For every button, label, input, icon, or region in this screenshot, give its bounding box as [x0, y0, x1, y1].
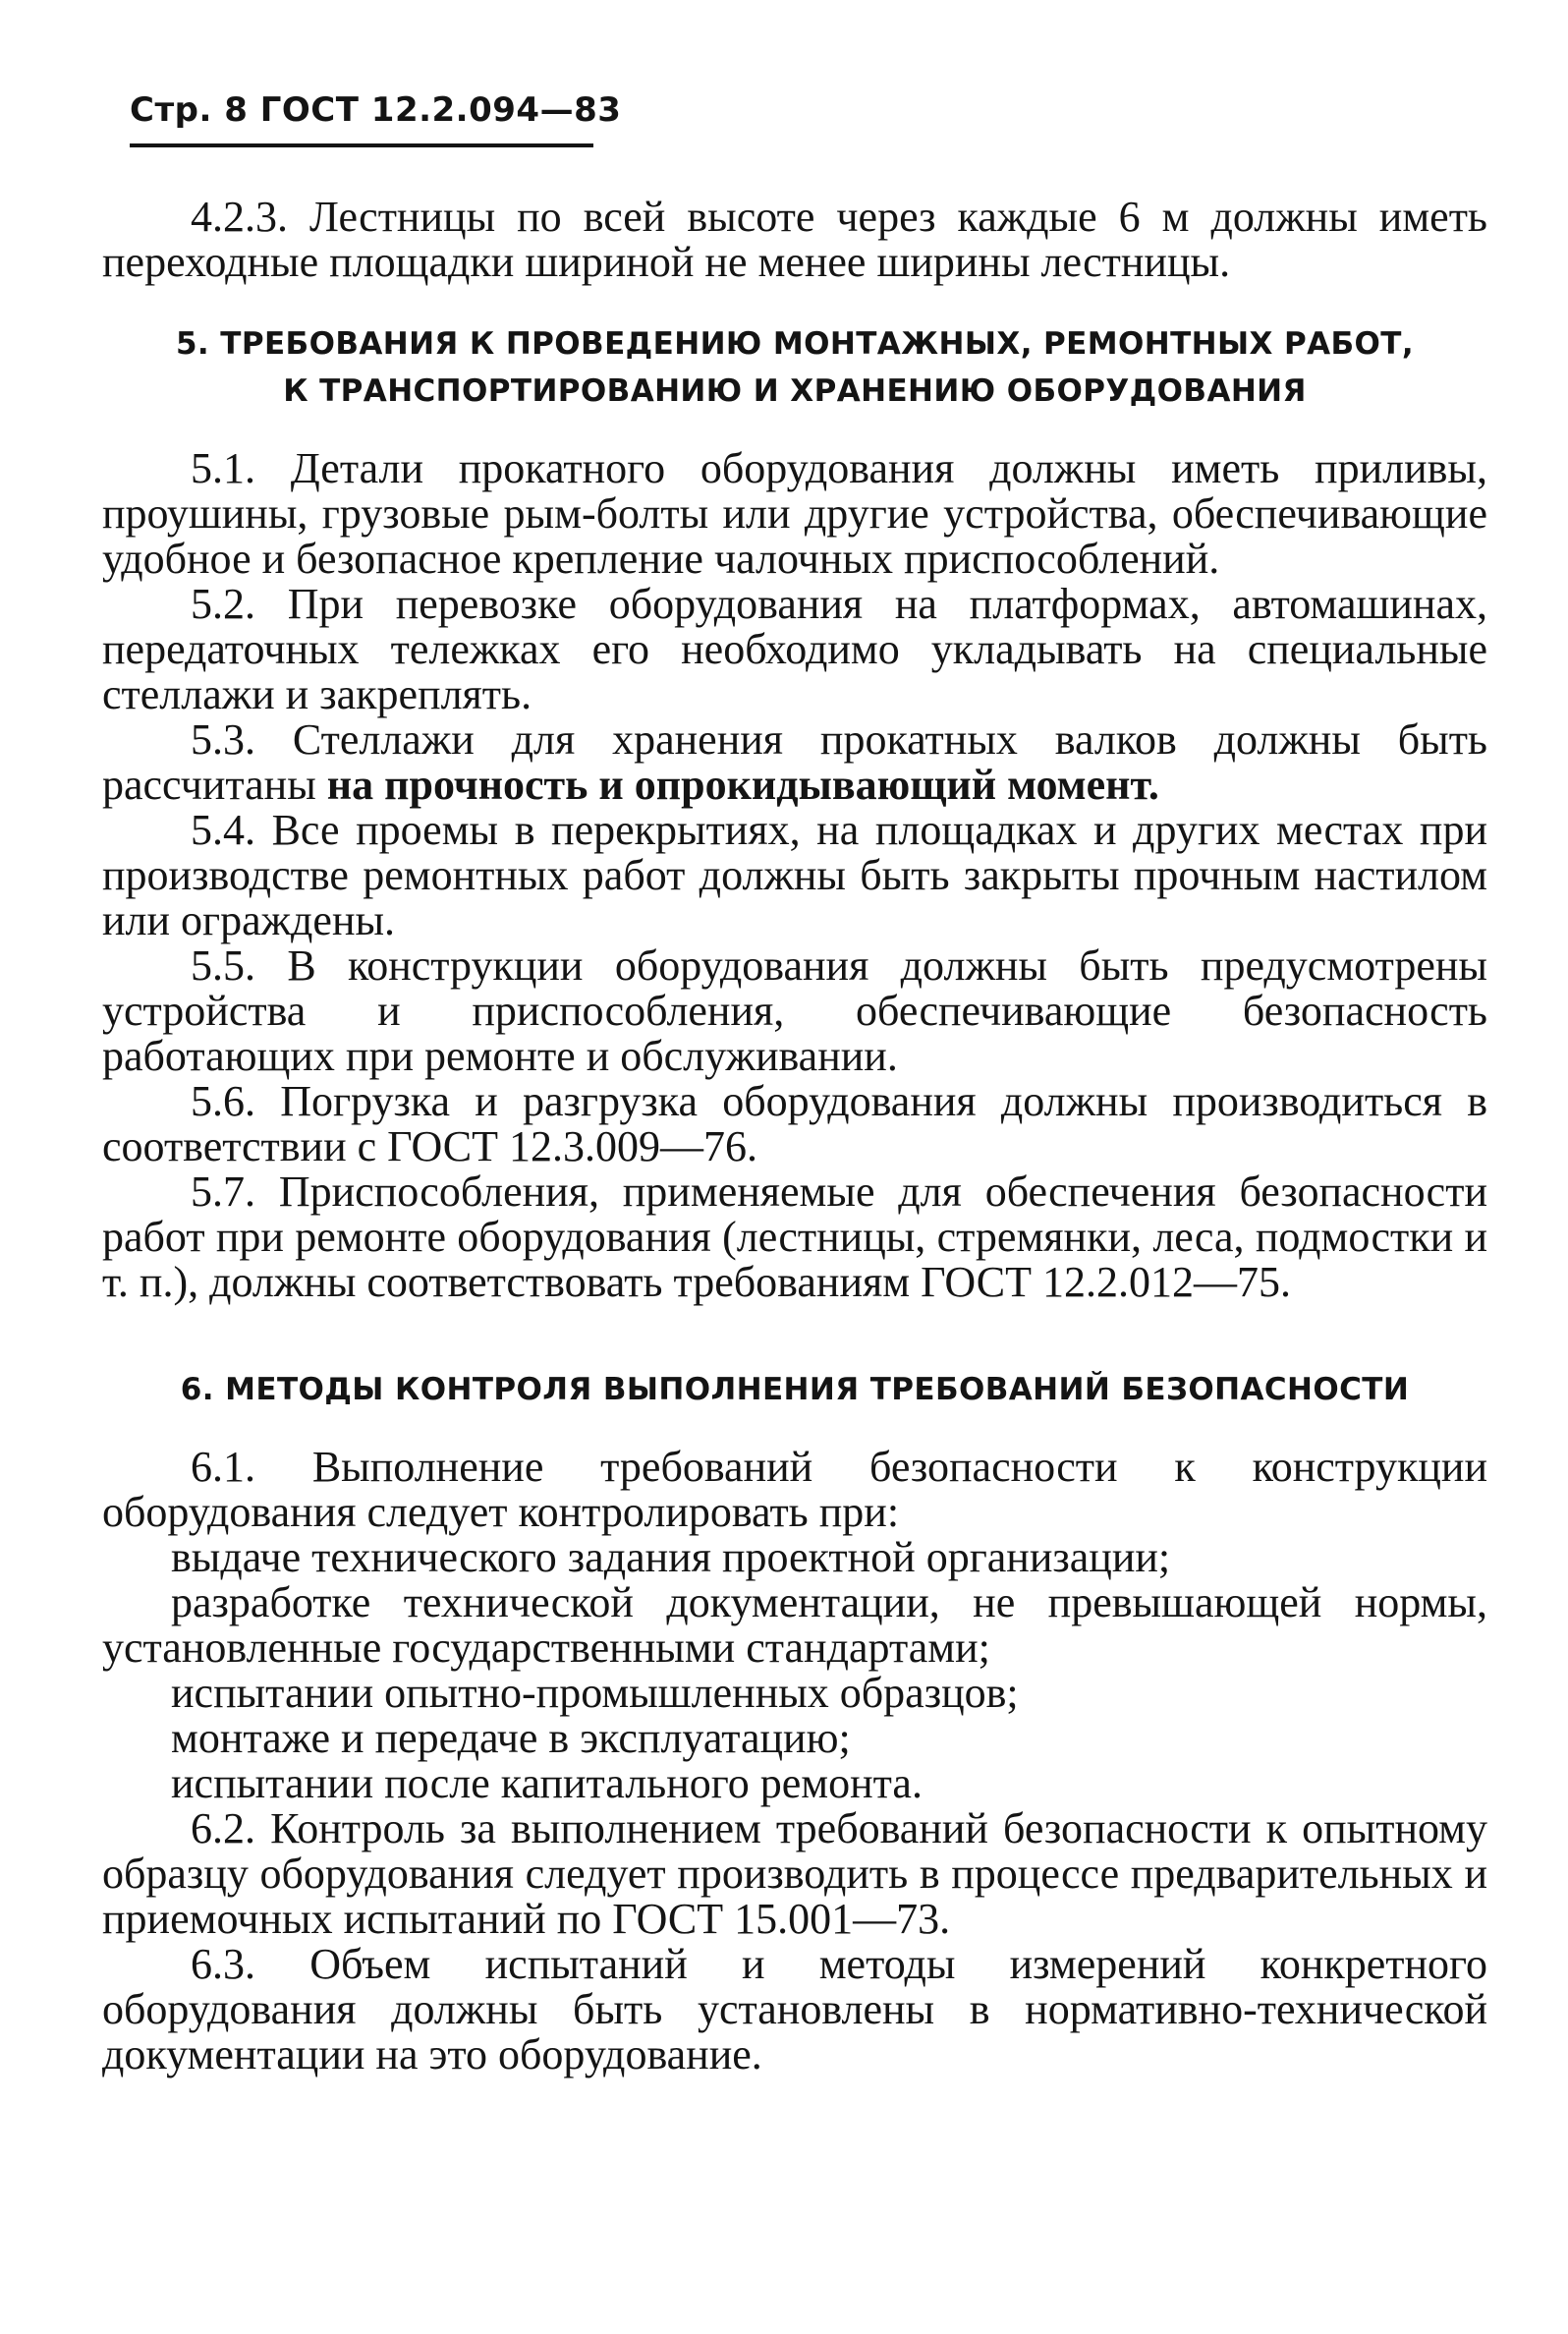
section-6-heading: 6. МЕТОДЫ КОНТРОЛЯ ВЫПОЛНЕНИЯ ТРЕБОВАНИЙ БЕЗОПАСНОСТИ [180, 1372, 1410, 1407]
clause-5-3 [102, 717, 1487, 808]
section-5-heading-line-1: 5. ТРЕБОВАНИЯ К ПРОВЕДЕНИЮ МОНТАЖНЫХ, РЕМОНТНЫХ РАБОТ, [175, 326, 1415, 362]
section-5-heading-line-2: К ТРАНСПОРТИРОВАНИЮ И ХРАНЕНИЮ ОБОРУДОВАНИЯ [283, 373, 1307, 409]
document-page [102, 0, 1487, 2334]
clause-5-4: 5.4. Все проемы в перекрытиях, на площадках и других местах при производстве ремонтных работ должны быть закрыты прочным настилом или ограждены. [102, 806, 1487, 944]
clause-5-3-text: 5.3. Стеллажи для хранения прокатных валков должны быть рассчитаны [102, 715, 1487, 809]
running-head: Стр. 8 ГОСТ 12.2.094—83 [130, 90, 622, 130]
clause-5-3-bold-text: на прочность и опрокидывающий момент. [326, 761, 1159, 809]
clause-6-2: 6.2. Контроль за выполнением требований безопасности к опытному образцу оборудования следует производить в процессе предварительных и приемочных испытаний по ГОСТ 15.001—73. [102, 1804, 1487, 1943]
section-5-heading [102, 320, 1487, 415]
clause-6-1-item: разработке технической документации, не превышающей нормы, установленные государственными стандартами; [102, 1578, 1487, 1672]
clause-4-2-3: 4.2.3. Лестницы по всей высоте через каждые 6 м должны иметь переходные площадки шириной не менее ширины лестницы. [102, 193, 1487, 286]
clause-5-5: 5.5. В конструкции оборудования должны быть предусмотрены устройства и приспособления, обеспечивающие безопасность работающих при ремонте и обслуживании. [102, 941, 1487, 1080]
document-body [102, 195, 1487, 2078]
clause-6-1-item: выдаче технического задания проектной организации; [171, 1533, 1171, 1581]
header-rule [130, 143, 593, 147]
clause-5-2: 5.2. При перевозке оборудования на платформах, автомашинах, передаточных тележках его необходимо укладывать на специальные стеллажи и закреплять. [102, 580, 1487, 718]
clause-5-6: 5.6. Погрузка и разгрузка оборудования должны производиться в соответствии с ГОСТ 12.3.009—76. [102, 1077, 1487, 1170]
clause-6-1-item: испытании после капитального ремонта. [171, 1759, 923, 1807]
clause-6-1-item: монтаже и передаче в эксплуатацию; [171, 1714, 851, 1762]
clause-5-7: 5.7. Приспособления, применяемые для обеспечения безопасности работ при ремонте оборудования (лестницы, стремянки, леса, подмостки и т. п.), должны соответствовать требованиям ГОСТ 12.2.012—75. [102, 1167, 1487, 1306]
clause-6-1: 6.1. Выполнение требований безопасности к конструкции оборудования следует контролировать при: [102, 1443, 1487, 1536]
clause-6-1-item: испытании опытно-промышленных образцов; [171, 1669, 1019, 1717]
clause-5-1: 5.1. Детали прокатного оборудования должны иметь приливы, проушины, грузовые рым-болты или другие устройства, обеспечивающие удобное и безопасное крепление чалочных приспособлений. [102, 444, 1487, 583]
clause-6-3: 6.3. Объем испытаний и методы измерений конкретного оборудования должны быть установлены в нормативно-технической документации на это оборудование. [102, 1940, 1487, 2078]
